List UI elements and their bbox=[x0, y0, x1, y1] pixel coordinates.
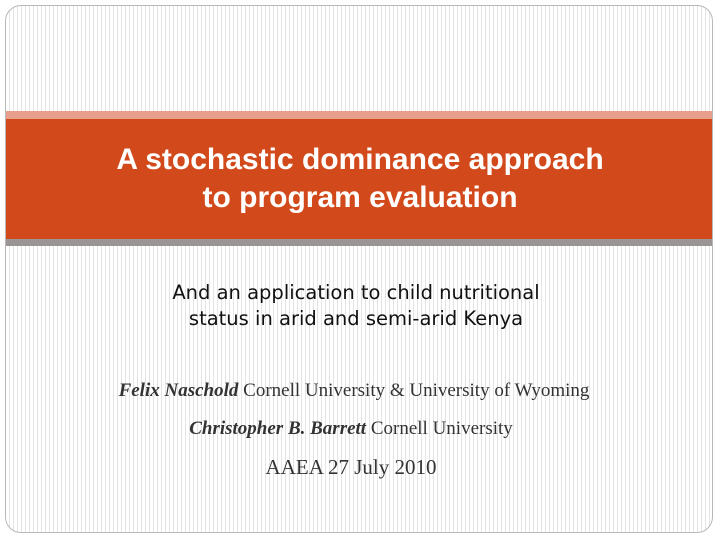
author-line bbox=[6, 410, 713, 448]
author-affiliation: Cornell University & University of Wyoming bbox=[243, 380, 590, 401]
author-block bbox=[6, 372, 713, 486]
slide-subtitle bbox=[86, 280, 626, 332]
slide-title-line: to program evaluation bbox=[202, 181, 518, 214]
subtitle-line: And an application to child nutritional bbox=[172, 281, 540, 304]
title-band-top-stripe bbox=[6, 111, 712, 119]
slide bbox=[5, 5, 713, 533]
author-name: Felix Naschold bbox=[118, 380, 239, 401]
subtitle-line: status in arid and semi-arid Kenya bbox=[188, 307, 524, 330]
slide-title bbox=[6, 141, 713, 217]
venue-date: AAEA 27 July 2010 bbox=[265, 455, 437, 479]
author-line bbox=[6, 372, 713, 410]
author-name: Christopher B. Barrett bbox=[189, 418, 367, 439]
author-affiliation: Cornell University bbox=[370, 418, 513, 439]
title-band-bottom-stripe bbox=[6, 239, 712, 246]
slide-title-line: A stochastic dominance approach bbox=[116, 143, 604, 176]
